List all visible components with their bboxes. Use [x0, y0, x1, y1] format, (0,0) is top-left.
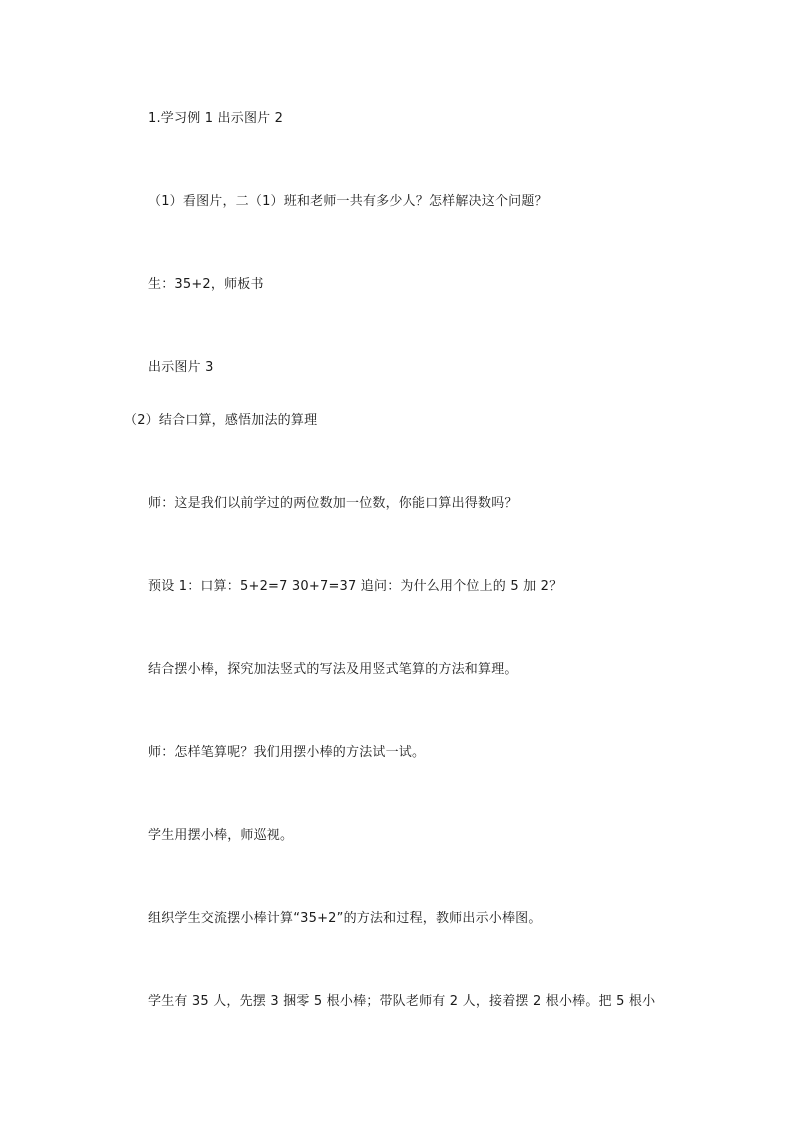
paragraph-teacher-written-calc: 师：怎样笔算呢？我们用摆小棒的方法试一试。 — [148, 745, 426, 760]
paragraph-students-sticks: 学生用摆小棒，师巡视。 — [148, 828, 294, 843]
paragraph-sticks-explore: 结合摆小棒，探究加法竖式的写法及用竖式笔算的方法和算理。 — [148, 662, 518, 677]
paragraph-teacher-question: 师：这是我们以前学过的两位数加一位数，你能口算出得数吗？ — [148, 496, 518, 511]
paragraph-student-answer: 生：35+2，师板书 — [148, 277, 264, 292]
paragraph-students-35: 学生有 35 人，先摆 3 捆零 5 根小棒；带队老师有 2 人，接着摆 2 根小棒。把 5 根小 — [148, 994, 656, 1009]
paragraph-preset-1: 预设 1：口算：5+2=7 30+7=37 追问：为什么用个位上的 5 加 2？ — [148, 579, 563, 594]
paragraph-heading-2: （2）结合口算，感悟加法的算理 — [124, 413, 318, 428]
paragraph-show-picture-3: 出示图片 3 — [148, 360, 214, 375]
paragraph-example-1: 1.学习例 1 出示图片 2 — [148, 111, 284, 126]
paragraph-question-1: （1）看图片，二（1）班和老师一共有多少人？怎样解决这个问题？ — [148, 194, 548, 209]
paragraph-organize-exchange: 组织学生交流摆小棒计算“35+2”的方法和过程，教师出示小棒图。 — [148, 911, 542, 926]
